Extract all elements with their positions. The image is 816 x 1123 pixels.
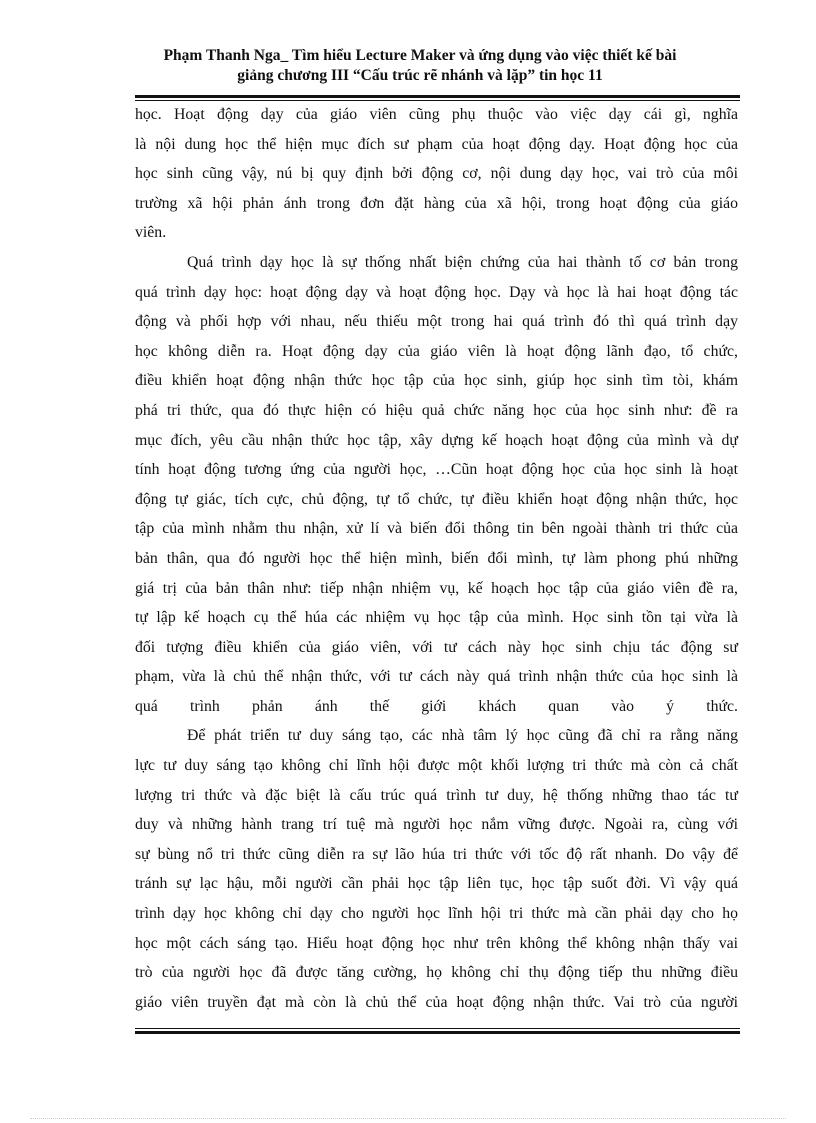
- text-line: giá trị của bản thân như: tiếp nhận nhiệm vụ, kế hoạch học tập của giáo viên đề ra,: [135, 579, 738, 597]
- body-text: [135, 100, 738, 1017]
- text-line: học không diễn ra. Hoạt động dạy của giáo viên là hoạt động lãnh đạo, tổ chức,: [135, 342, 738, 360]
- text-line: Quá trình dạy học là sự thống nhất biện chứng của hai thành tố cơ bản trong: [187, 253, 738, 271]
- header-line-2: giảng chương III “Cấu trúc rẽ nhánh và lặp” tin học 11: [237, 67, 603, 84]
- page-bottom-border: [30, 1118, 786, 1119]
- text-line: lực tư duy sáng tạo không chỉ lĩnh hội được một khối lượng tri thức mà còn cả chất: [135, 757, 738, 775]
- text-line: quá trình dạy học: hoạt động dạy và hoạt động học. Dạy và học là hai hoạt động tác: [135, 283, 738, 301]
- page-header: [120, 46, 720, 86]
- text-line: tính hoạt động tương ứng của người học, …Cũn hoạt động học của học sinh là hoạt: [135, 461, 738, 479]
- header-line-1: Phạm Thanh Nga_ Tìm hiểu Lecture Maker và ứng dụng vào việc thiết kế bài: [163, 47, 677, 64]
- text-line: tự lập kế hoạch cụ thể húa các nhiệm vụ học tập của mình. Học sinh tồn tại vừa là: [135, 609, 738, 627]
- text-line: phá tri thức, qua đó thực hiện có hiệu quả chức năng học của học sinh như: đề ra: [135, 401, 738, 419]
- text-line: trò của người học đã được tăng cường, họ không chỉ thụ động tiếp thu những điều: [135, 964, 738, 982]
- text-line: điều khiển hoạt động nhận thức học tập của học sinh, giúp học sinh tìm tòi, khám: [135, 372, 738, 390]
- text-line: viên.: [135, 224, 167, 242]
- text-line: đối tượng điều khiển của giáo viên, với tư cách này học sinh chịu tác động sư: [135, 638, 738, 656]
- text-line: là nội dung học thể hiện mục đích sư phạm của hoạt động dạy. Hoạt động học của: [135, 135, 738, 153]
- text-line: trình dạy học không chỉ dạy cho người học lĩnh hội tri thức mà cần phải dạy cho họ: [135, 905, 738, 923]
- text-line: phạm, vừa là chủ thể nhận thức, với tư cách này quá trình nhận thức của học sinh là: [135, 668, 738, 686]
- text-line: sự bùng nổ tri thức cũng diễn ra sự lão húa tri thức với tốc độ rất nhanh. Do vậy để: [135, 845, 738, 863]
- text-line: động và phối hợp với nhau, nếu thiếu một trong hai quá trình đó thì quá trình dạy: [135, 313, 738, 331]
- text-line: trường xã hội phản ánh trong đơn đặt hàng của xã hội, trong hoạt động của giáo: [135, 194, 738, 212]
- text-line: giáo viên truyền đạt mà còn là chủ thể của hoạt động nhận thức. Vai trò của người: [135, 993, 738, 1011]
- text-line: Để phát triển tư duy sáng tạo, các nhà tâm lý học cũng đã chỉ ra rằng năng: [187, 727, 738, 745]
- footer-rule-thick: [135, 1031, 740, 1034]
- footer-rule-thin: [135, 1028, 740, 1029]
- text-line: bản thân, qua đó người học thể hiện mình, biến đổi mình, tự làm phong phú những: [135, 549, 738, 567]
- text-line: học một cách sáng tạo. Hiểu hoạt động học như trên không thể không nhận thấy vai: [135, 934, 738, 952]
- text-line: học sinh cũng vậy, nú bị quy định bởi động cơ, nội dung dạy học, vai trò của môi: [135, 165, 738, 183]
- text-line: mục đích, yêu cầu nhận thức học tập, xây dựng kế hoạch hoạt động của mình và dự: [135, 431, 738, 449]
- text-line: lượng tri thức và đặc biệt là cấu trúc quá trình tư duy, hệ thống những thao tác tư: [135, 786, 738, 804]
- header-rule-thick: [135, 95, 740, 98]
- text-line: động tự giác, tích cực, chủ động, tự tổ chức, tự điều khiển hoạt động nhận thức, học: [135, 490, 738, 508]
- text-line: quá trình phản ánh thế giới khách quan vào ý thức.: [135, 697, 738, 715]
- text-line: tránh sự lạc hậu, mỗi người cần phải học tập liên tục, học tập suốt đời. Vì vậy quá: [135, 875, 738, 893]
- text-line: duy và những hành trang trí tuệ mà người học nắm vững được. Ngoài ra, cùng với: [135, 816, 738, 834]
- text-line: học. Hoạt động dạy của giáo viên cũng phụ thuộc vào việc dạy cái gì, nghĩa: [135, 106, 738, 123]
- text-line: tập của mình nhằm thu nhận, xử lí và biến đổi thông tin bên ngoài thành tri thức của: [135, 520, 738, 538]
